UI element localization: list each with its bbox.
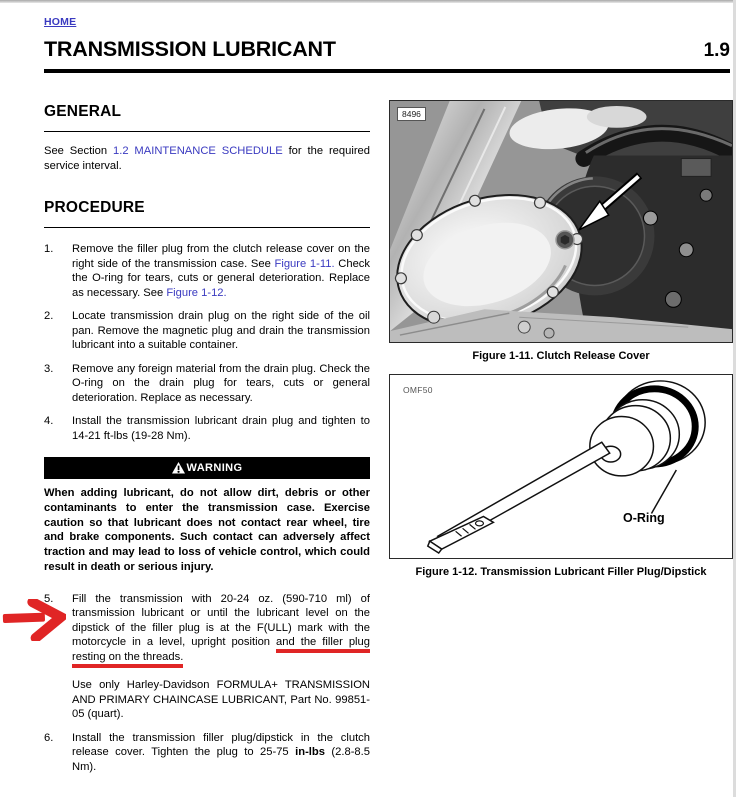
red-underlined-phrase-2: resting on the threads. [72, 651, 183, 668]
warning-banner [44, 457, 370, 479]
section-number: 1.9 [703, 40, 730, 61]
step-text: Locate transmission drain plug on the right side of the oil pan. Remove the magnetic plug and drain the transmission lubricant into a suitable container. [72, 310, 370, 351]
step-number: 2. [44, 310, 54, 322]
figure-1-12-caption: Figure 1-12. Transmission Lubricant Filler Plug/Dipstick [415, 566, 707, 578]
procedure-step-5 [44, 592, 370, 665]
step5-text-a: Fill the transmission with 20-24 oz. (590-710 ml) of transmission lubricant or until the lubricant level on the dipstick of the filler plug is at the F(ULL) mark with the motorcycle in a level, upright position [72, 592, 370, 649]
text-column [44, 90, 370, 783]
step-text [72, 242, 370, 300]
warning-text: When adding lubricant, do not allow dirt, debris or other contaminants to enter the transmission case. Exercise caution so that lubricant does not contact rear wheel, tire and brake components. Such contact can adversely affect traction and may lead to loss of vehicle control, which could result in death or serious injury. [44, 487, 370, 573]
figure-1-12-image [389, 374, 733, 559]
step-number: 3. [44, 362, 54, 375]
procedure-step-3 [44, 362, 370, 406]
warning-triangle-icon [172, 462, 185, 474]
figure-1-12-link[interactable]: Figure 1-12. [166, 286, 227, 299]
step1-text-a: Remove the filler plug from the clutch release cover on the right side of the transmission case. See [72, 243, 370, 270]
general-intro-post: for the required service interval. [44, 145, 370, 172]
general-intro-pre: See Section [44, 145, 113, 157]
lubricant-spec-note: Use only Harley-Davidson FORMULA+ TRANSMISSION AND PRIMARY CHAINCASE LUBRICANT, Part No. 99851-05 (quart). [72, 679, 370, 721]
drawing-id-tag: OMF50 [403, 385, 433, 395]
clutch-release-cover-photo [390, 101, 732, 342]
maintenance-schedule-link[interactable]: 1.2 MAINTENANCE SCHEDULE [113, 145, 283, 157]
figure-1-11-link[interactable]: Figure 1-11. [274, 257, 335, 270]
figure-1-11-image [389, 100, 733, 343]
general-intro [44, 144, 370, 173]
step-number: 6. [44, 731, 54, 744]
step-text: Remove any foreign material from the drain plug. Check the O-ring on the drain plug for tears, cuts or general deterioration. Replace as necessary. [72, 362, 370, 404]
step-text [72, 592, 370, 665]
page-title: TRANSMISSION LUBRICANT [44, 37, 336, 61]
photo-id-tag: 8496 [397, 107, 426, 121]
step1-text-b: Check the O-ring for tears, cuts or general deterioration. Replace as necessary. See [72, 257, 370, 299]
step-number: 4. [44, 415, 54, 427]
figure-1-11-caption: Figure 1-11. Clutch Release Cover [472, 350, 650, 362]
window-top-edge [0, 0, 736, 3]
step6-inlbs-bold: in-lbs [295, 746, 325, 759]
procedure-step-6 [44, 731, 370, 775]
step-text: Install the transmission lubricant drain plug and tighten to 14-21 ft-lbs (19-28 Nm). [72, 415, 370, 442]
step6-text-a: Install the transmission filler plug/dipstick in the clutch release cover. Tighten the plug to 25-75 [72, 731, 370, 759]
page-header [44, 12, 730, 73]
figure-column [389, 100, 733, 590]
home-link[interactable]: HOME [44, 16, 77, 28]
warning-label: WARNING [186, 462, 243, 474]
dipstick-drawing [390, 375, 732, 558]
red-underlined-phrase-1: and the filler plug [276, 636, 370, 653]
procedure-step-1 [44, 242, 370, 300]
step-text [72, 731, 370, 775]
procedure-step-4 [44, 414, 370, 443]
red-arrow-annotation [2, 599, 66, 641]
general-heading: GENERAL [44, 103, 370, 132]
step6-text-b: (2.8-8.5 Nm). [72, 746, 370, 773]
step-number: 5. [44, 592, 54, 605]
procedure-step-2 [44, 309, 370, 353]
procedure-heading: PROCEDURE [44, 199, 370, 228]
oring-label: O-Ring [623, 511, 665, 525]
step-number: 1. [44, 243, 54, 255]
